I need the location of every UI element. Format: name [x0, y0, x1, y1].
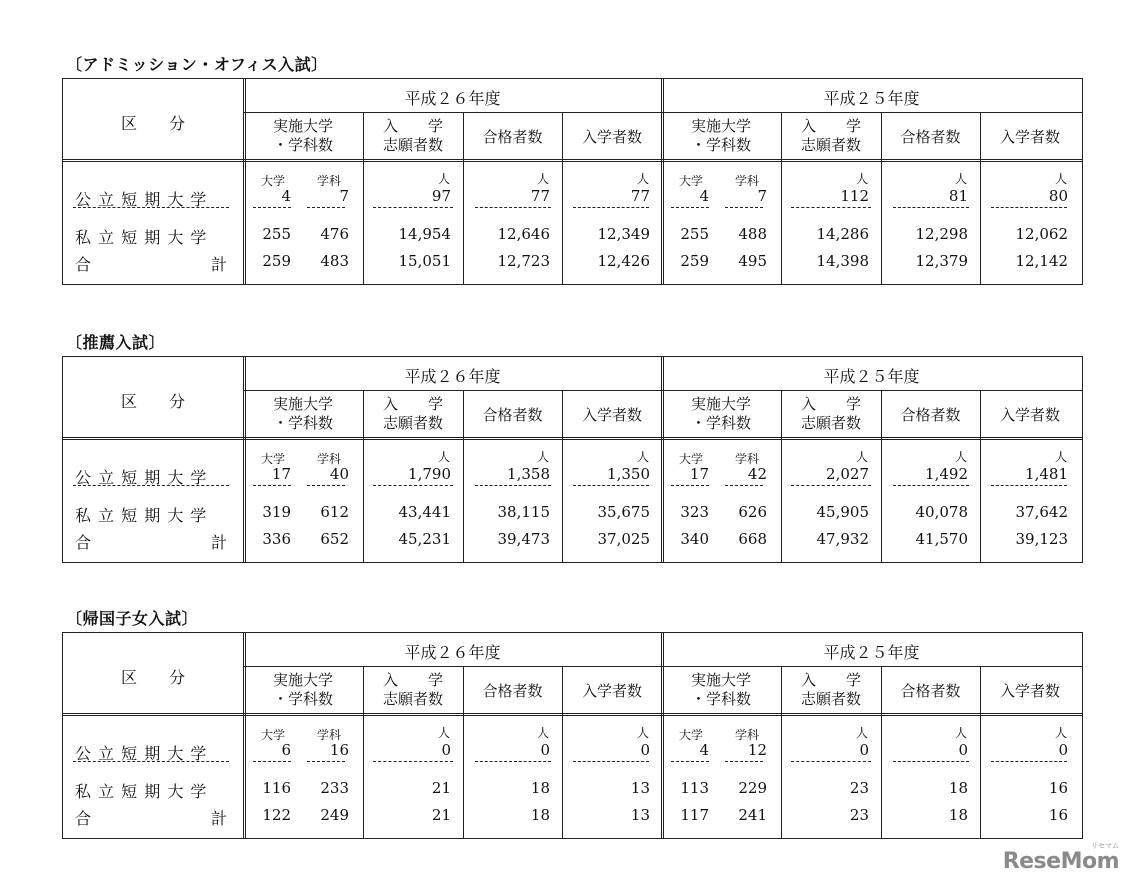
year-header-h25: 平成２５年度 — [823, 643, 920, 662]
value-applicants: 2,027 — [826, 465, 869, 483]
column-divider — [661, 79, 664, 284]
column-divider — [243, 79, 246, 284]
col-header-line2: 志願者数 — [382, 690, 443, 708]
row-header: 区 分 — [120, 392, 185, 411]
col-header-line2: 志願者数 — [382, 414, 443, 432]
value-univ-count: 4 — [281, 187, 291, 205]
col-header-line1: 入 学 — [800, 395, 861, 413]
col-header-enrolled: 入学者数 — [581, 682, 642, 700]
row-separator — [991, 207, 1067, 208]
column-divider — [243, 357, 246, 562]
col-header-univ-dept — [243, 395, 363, 433]
unit-univ: 大学 — [679, 174, 704, 188]
value-passed: 41,570 — [915, 530, 968, 548]
col-header-univ-dept — [661, 395, 781, 433]
resemom-logo — [1002, 842, 1119, 874]
value-dept-count: 652 — [320, 530, 349, 548]
value-applicants: 97 — [431, 187, 451, 205]
value-dept-count: 668 — [738, 530, 767, 548]
value-enrolled: 37,642 — [1015, 503, 1068, 521]
value-dept-count: 40 — [329, 465, 349, 483]
col-header-line2: ・学科数 — [690, 690, 751, 708]
value-applicants: 23 — [849, 779, 869, 797]
col-header-line1: 実施大学 — [690, 671, 751, 689]
col-header-line2: ・学科数 — [690, 414, 751, 432]
row-separator — [307, 761, 345, 762]
unit-dept: 学科 — [735, 174, 760, 188]
col-header-line2: 志願者数 — [800, 690, 861, 708]
col-header-applicants — [781, 395, 881, 433]
row-separator — [791, 207, 871, 208]
col-header-line1: 実施大学 — [690, 395, 751, 413]
col-header-line1: 実施大学 — [272, 671, 333, 689]
value-passed: 12,298 — [915, 225, 968, 243]
row-separator — [671, 485, 709, 486]
value-enrolled: 80 — [1048, 187, 1068, 205]
year-header-h26: 平成２６年度 — [404, 643, 501, 662]
unit-person: 人 — [636, 450, 649, 464]
value-dept-count: 483 — [320, 252, 349, 270]
value-passed: 39,473 — [497, 530, 550, 548]
value-univ-count: 259 — [262, 252, 291, 270]
row-separator — [253, 761, 291, 762]
col-header-applicants — [363, 671, 463, 709]
row-separator — [475, 207, 551, 208]
col-header-line2: ・学科数 — [272, 136, 333, 154]
unit-person: 人 — [536, 726, 549, 740]
value-univ-count: 117 — [680, 806, 709, 824]
row-separator — [671, 207, 709, 208]
column-divider — [661, 633, 664, 838]
value-dept-count: 476 — [320, 225, 349, 243]
unit-person: 人 — [437, 726, 450, 740]
value-passed: 81 — [948, 187, 968, 205]
header-divider — [63, 159, 1082, 162]
col-header-enrolled: 入学者数 — [581, 128, 642, 146]
value-passed: 12,646 — [497, 225, 550, 243]
value-enrolled: 1,481 — [1025, 465, 1068, 483]
col-header-enrolled: 入学者数 — [999, 682, 1060, 700]
row-label: 合 計 — [75, 255, 229, 274]
unit-person: 人 — [954, 450, 967, 464]
value-applicants: 14,286 — [816, 225, 869, 243]
col-header-enrolled: 入学者数 — [581, 406, 642, 424]
row-separator — [893, 761, 969, 762]
value-passed: 0 — [958, 741, 968, 759]
row-label: 私 立 短 期 大 学 — [75, 506, 208, 525]
row-separator — [893, 485, 969, 486]
col-header-applicants — [781, 671, 881, 709]
unit-dept: 学科 — [735, 452, 760, 466]
value-applicants: 23 — [849, 806, 869, 824]
value-passed: 12,379 — [915, 252, 968, 270]
row-separator — [253, 207, 291, 208]
value-enrolled: 37,025 — [597, 530, 650, 548]
value-dept-count: 7 — [339, 187, 349, 205]
year-header-h25: 平成２５年度 — [823, 367, 920, 386]
col-header-applicants — [363, 395, 463, 433]
col-header-line2: ・学科数 — [690, 136, 751, 154]
value-enrolled: 0 — [1058, 741, 1068, 759]
value-passed: 1,492 — [925, 465, 968, 483]
value-dept-count: 241 — [738, 806, 767, 824]
value-univ-count: 6 — [281, 741, 291, 759]
value-univ-count: 4 — [699, 187, 709, 205]
value-dept-count: 233 — [320, 779, 349, 797]
value-enrolled: 39,123 — [1015, 530, 1068, 548]
col-header-line2: ・学科数 — [272, 414, 333, 432]
row-separator — [991, 485, 1067, 486]
value-passed: 18 — [948, 779, 968, 797]
value-passed: 38,115 — [497, 503, 550, 521]
value-dept-count: 42 — [747, 465, 767, 483]
logo-text: ReseMom — [1002, 849, 1119, 874]
data-table — [62, 356, 1083, 563]
unit-dept: 学科 — [735, 728, 760, 742]
value-univ-count: 319 — [262, 503, 291, 521]
unit-dept: 学科 — [317, 728, 342, 742]
value-applicants: 21 — [431, 779, 451, 797]
row-label: 公 立 短 期 大 学 — [75, 468, 208, 487]
value-passed: 18 — [948, 806, 968, 824]
row-separator — [725, 207, 763, 208]
year-header-h25: 平成２５年度 — [823, 89, 920, 108]
col-header-line1: 入 学 — [382, 117, 443, 135]
value-passed: 18 — [530, 806, 550, 824]
value-enrolled: 12,426 — [597, 252, 650, 270]
value-passed: 12,723 — [497, 252, 550, 270]
unit-univ: 大学 — [261, 174, 286, 188]
unit-univ: 大学 — [679, 452, 704, 466]
row-label: 合 計 — [75, 533, 229, 552]
value-passed: 40,078 — [915, 503, 968, 521]
section-title: 〔帰国子女入試〕 — [66, 609, 199, 628]
value-applicants: 0 — [441, 741, 451, 759]
value-passed: 1,358 — [507, 465, 550, 483]
col-header-line1: 実施大学 — [272, 117, 333, 135]
col-header-univ-dept — [661, 117, 781, 155]
unit-person: 人 — [1054, 450, 1067, 464]
row-header: 区 分 — [120, 114, 185, 133]
value-enrolled: 16 — [1048, 806, 1068, 824]
value-enrolled: 1,350 — [607, 465, 650, 483]
col-header-line2: 志願者数 — [800, 414, 861, 432]
row-separator — [475, 761, 551, 762]
value-univ-count: 255 — [262, 225, 291, 243]
value-univ-count: 323 — [680, 503, 709, 521]
col-header-line2: 志願者数 — [382, 136, 443, 154]
row-separator — [573, 485, 649, 486]
year-divider — [243, 112, 1082, 113]
unit-person: 人 — [954, 726, 967, 740]
value-univ-count: 122 — [262, 806, 291, 824]
value-applicants: 45,905 — [816, 503, 869, 521]
value-univ-count: 336 — [262, 530, 291, 548]
value-applicants: 14,954 — [398, 225, 451, 243]
col-header-passed: 合格者数 — [900, 406, 961, 424]
value-univ-count: 255 — [680, 225, 709, 243]
value-enrolled: 12,349 — [597, 225, 650, 243]
col-header-line1: 入 学 — [382, 395, 443, 413]
row-separator — [373, 207, 453, 208]
value-applicants: 43,441 — [398, 503, 451, 521]
row-separator — [791, 485, 871, 486]
unit-dept: 学科 — [317, 174, 342, 188]
section-title: 〔アドミッション・オフィス入試〕 — [66, 55, 328, 74]
col-header-univ-dept — [243, 671, 363, 709]
value-enrolled: 12,142 — [1015, 252, 1068, 270]
row-header: 区 分 — [120, 668, 185, 687]
value-passed: 18 — [530, 779, 550, 797]
value-applicants: 47,932 — [816, 530, 869, 548]
row-separator — [791, 761, 871, 762]
unit-person: 人 — [855, 450, 868, 464]
value-dept-count: 612 — [320, 503, 349, 521]
unit-person: 人 — [855, 726, 868, 740]
row-separator — [671, 761, 709, 762]
section-title: 〔推薦入試〕 — [66, 333, 166, 352]
col-header-enrolled: 入学者数 — [999, 128, 1060, 146]
value-passed: 0 — [540, 741, 550, 759]
value-univ-count: 113 — [680, 779, 709, 797]
logo-kana: リセマム — [1091, 842, 1119, 850]
value-dept-count: 229 — [738, 779, 767, 797]
unit-person: 人 — [855, 172, 868, 186]
value-enrolled: 35,675 — [597, 503, 650, 521]
unit-person: 人 — [1054, 726, 1067, 740]
col-header-passed: 合格者数 — [482, 682, 543, 700]
row-separator — [573, 761, 649, 762]
row-separator — [307, 207, 345, 208]
value-applicants: 14,398 — [816, 252, 869, 270]
row-separator — [725, 761, 763, 762]
value-applicants: 45,231 — [398, 530, 451, 548]
row-separator — [307, 485, 345, 486]
value-dept-count: 495 — [738, 252, 767, 270]
row-separator — [725, 485, 763, 486]
column-divider — [661, 357, 664, 562]
value-univ-count: 4 — [699, 741, 709, 759]
value-univ-count: 17 — [271, 465, 291, 483]
col-header-line1: 実施大学 — [272, 395, 333, 413]
unit-person: 人 — [636, 172, 649, 186]
col-header-univ-dept — [661, 671, 781, 709]
value-passed: 77 — [530, 187, 550, 205]
value-enrolled: 12,062 — [1015, 225, 1068, 243]
unit-univ: 大学 — [261, 452, 286, 466]
row-separator — [475, 485, 551, 486]
unit-univ: 大学 — [679, 728, 704, 742]
value-enrolled: 0 — [640, 741, 650, 759]
unit-person: 人 — [536, 450, 549, 464]
col-header-line1: 入 学 — [800, 117, 861, 135]
value-dept-count: 626 — [738, 503, 767, 521]
unit-univ: 大学 — [261, 728, 286, 742]
value-applicants: 0 — [859, 741, 869, 759]
value-applicants: 21 — [431, 806, 451, 824]
row-label: 合 計 — [75, 809, 229, 828]
value-applicants: 112 — [840, 187, 869, 205]
col-header-passed: 合格者数 — [482, 406, 543, 424]
row-separator — [991, 761, 1067, 762]
value-enrolled: 77 — [630, 187, 650, 205]
unit-person: 人 — [536, 172, 549, 186]
row-label: 公 立 短 期 大 学 — [75, 744, 208, 763]
row-separator — [373, 761, 453, 762]
col-header-line1: 実施大学 — [690, 117, 751, 135]
col-header-applicants — [363, 117, 463, 155]
value-univ-count: 116 — [262, 779, 291, 797]
value-dept-count: 249 — [320, 806, 349, 824]
col-header-line1: 入 学 — [800, 671, 861, 689]
row-separator — [893, 207, 969, 208]
unit-person: 人 — [954, 172, 967, 186]
row-separator — [253, 485, 291, 486]
section-2 — [62, 606, 1083, 839]
row-separator — [573, 207, 649, 208]
header-divider — [63, 437, 1082, 440]
col-header-line2: ・学科数 — [272, 690, 333, 708]
value-univ-count: 259 — [680, 252, 709, 270]
unit-person: 人 — [437, 450, 450, 464]
section-0 — [62, 52, 1083, 285]
value-dept-count: 488 — [738, 225, 767, 243]
year-header-h26: 平成２６年度 — [404, 89, 501, 108]
row-label: 公 立 短 期 大 学 — [75, 190, 208, 209]
unit-person: 人 — [1054, 172, 1067, 186]
value-enrolled: 16 — [1048, 779, 1068, 797]
col-header-passed: 合格者数 — [900, 682, 961, 700]
row-separator — [373, 485, 453, 486]
row-label: 私 立 短 期 大 学 — [75, 782, 208, 801]
value-univ-count: 340 — [680, 530, 709, 548]
year-divider — [243, 390, 1082, 391]
col-header-applicants — [781, 117, 881, 155]
col-header-line2: 志願者数 — [800, 136, 861, 154]
unit-person: 人 — [437, 172, 450, 186]
unit-dept: 学科 — [317, 452, 342, 466]
col-header-enrolled: 入学者数 — [999, 406, 1060, 424]
value-applicants: 1,790 — [408, 465, 451, 483]
value-dept-count: 7 — [757, 187, 767, 205]
row-label: 私 立 短 期 大 学 — [75, 228, 208, 247]
col-header-passed: 合格者数 — [900, 128, 961, 146]
value-enrolled: 13 — [630, 806, 650, 824]
value-dept-count: 16 — [329, 741, 349, 759]
unit-person: 人 — [636, 726, 649, 740]
header-divider — [63, 713, 1082, 716]
value-enrolled: 13 — [630, 779, 650, 797]
col-header-passed: 合格者数 — [482, 128, 543, 146]
value-applicants: 15,051 — [398, 252, 451, 270]
col-header-univ-dept — [243, 117, 363, 155]
col-header-line1: 入 学 — [382, 671, 443, 689]
data-table — [62, 632, 1083, 839]
value-univ-count: 17 — [689, 465, 709, 483]
section-1 — [62, 330, 1083, 563]
year-divider — [243, 666, 1082, 667]
data-table — [62, 78, 1083, 285]
column-divider — [243, 633, 246, 838]
value-dept-count: 12 — [747, 741, 767, 759]
year-header-h26: 平成２６年度 — [404, 367, 501, 386]
